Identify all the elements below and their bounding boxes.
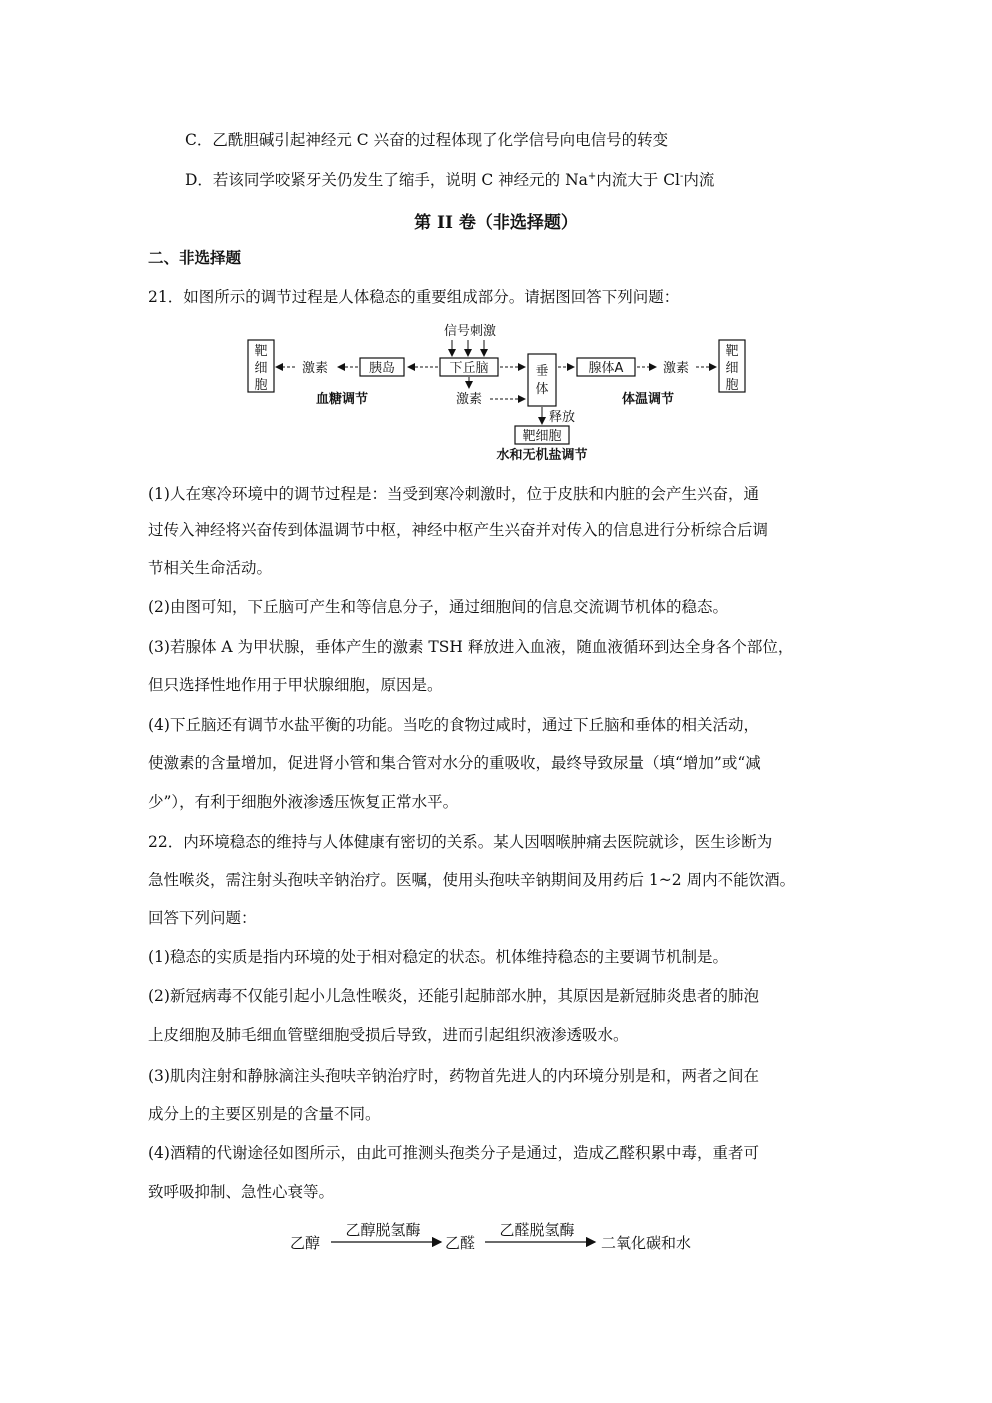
target-cell-right-2: 细 xyxy=(725,361,739,376)
option-d-text-2: 内流大于 Cl xyxy=(596,171,681,189)
q22-p1-line1: (1)稳态的实质是指内环境的处于相对稳定的状态。机体维持稳态的主要调节机制是。 xyxy=(148,948,728,966)
hormone-label-1: 激素 xyxy=(301,361,329,376)
gland-a-label: 腺体A xyxy=(588,361,624,376)
q22-p4-line1: (4)酒精的代谢途径如图所示，由此可推测头孢类分子是通过，造成乙醛积累中毒，重者可 xyxy=(148,1144,759,1162)
target-cell-bottom-label: 靶细胞 xyxy=(522,429,562,444)
q22-p2-line1: (2)新冠病毒不仅能引起小儿急性喉炎，还能引起肺部水肿，其原因是新冠肺炎患者的肺泡 xyxy=(148,987,759,1005)
option-c: C．乙酰胆碱引起神经元 C 兴奋的过程体现了化学信号向电信号的转变 xyxy=(185,131,669,149)
target-cell-right-3: 胞 xyxy=(725,378,739,393)
q21-p3-line1: (3)若腺体 A 为甲状腺，垂体产生的激素 TSH 释放进入血液，随血液循环到达全身各个部位， xyxy=(148,638,794,656)
option-d-text-3: 内流 xyxy=(683,171,715,189)
release-label: 释放 xyxy=(548,410,576,425)
q22-p3-line1: (3)肌肉注射和静脉滴注头孢呋辛钠治疗时，药物首先进人的内环境分别是和，两者之间在 xyxy=(148,1067,759,1085)
hypothalamus-label: 下丘脑 xyxy=(449,361,489,376)
q21-p2-line1: (2)由图可知，下丘脑可产生和等信息分子，通过细胞间的信息交流调节机体的稳态。 xyxy=(148,598,728,616)
section-subtitle: 二、非选择题 xyxy=(148,248,242,267)
glucose-regulation-label: 血糖调节 xyxy=(315,392,369,407)
q21-p1-line1: (1)人在寒冷环境中的调节过程是：当受到寒冷刺激时，位于皮肤和内脏的会产生兴奋，通 xyxy=(148,485,759,503)
target-cell-left-2: 细 xyxy=(254,361,268,376)
regulation-diagram xyxy=(240,320,760,465)
acetaldehyde-label: 乙醛 xyxy=(445,1234,476,1252)
q22-p2-line2: 上皮细胞及肺毛细血管壁细胞受损后导致，进而引起组织液渗透吸水。 xyxy=(148,1026,629,1044)
hormone-label-3: 激素 xyxy=(455,392,483,407)
target-cell-right-1: 靶 xyxy=(725,344,739,359)
pituitary-label-1: 垂 xyxy=(535,364,549,379)
pituitary-box xyxy=(528,354,556,406)
option-d xyxy=(185,170,714,190)
target-cell-left-1: 靶 xyxy=(254,344,268,359)
q22-p3-line2: 成分上的主要区别是的含量不同。 xyxy=(148,1105,381,1123)
option-d-sup-2: - xyxy=(680,170,684,182)
signal-label: 信号刺激 xyxy=(443,324,497,339)
pituitary-label-2: 体 xyxy=(535,382,549,397)
q22-p4-line2: 致呼吸抑制、急性心衰等。 xyxy=(148,1183,335,1201)
q21-p1-line3: 节相关生命活动。 xyxy=(148,559,273,577)
q21-p3-line2: 但只选择性地作用于甲状腺细胞，原因是。 xyxy=(148,676,443,694)
enzyme2-label: 乙醛脱氢酶 xyxy=(499,1221,575,1239)
section-title: 第 II 卷（非选择题） xyxy=(414,213,578,233)
water-salt-regulation-label: 水和无机盐调节 xyxy=(496,448,588,463)
q22-stem-line3: 回答下列问题： xyxy=(148,909,257,927)
hormone-label-2: 激素 xyxy=(662,361,690,376)
q21-stem: 21．如图所示的调节过程是人体稳态的重要组成部分。请据图回答下列问题： xyxy=(148,288,680,306)
target-cell-left-3: 胞 xyxy=(254,378,268,393)
enzyme1-label: 乙醇脱氢酶 xyxy=(345,1221,421,1239)
q22-stem-line1: 22．内环境稳态的维持与人体健康有密切的关系。某人因咽喉肿痛去医院就诊，医生诊断为 xyxy=(148,833,773,851)
q21-p4-line3: 少”），有利于细胞外液渗透压恢复正常水平。 xyxy=(148,793,459,811)
temperature-regulation-label: 体温调节 xyxy=(621,392,675,407)
q21-p4-line2: 使激素的含量增加，促进肾小管和集合管对水分的重吸收，最终导致尿量（填“增加”或“减 xyxy=(148,754,761,772)
option-d-sup-1: + xyxy=(587,170,597,182)
q22-stem-line2: 急性喉炎，需注射头孢呋辛钠治疗。医嘱，使用头孢呋辛钠期间及用药后 1~2 周内不能饮酒。 xyxy=(148,871,796,889)
option-d-text-1: D．若该同学咬紧牙关仍发生了缩手，说明 C 神经元的 Na xyxy=(185,171,588,189)
alcohol-pathway-diagram xyxy=(285,1218,725,1258)
islet-label: 胰岛 xyxy=(368,361,396,376)
q21-p1-line2: 过传入神经将兴奋传到体温调节中枢，神经中枢产生兴奋并对传入的信息进行分析综合后调 xyxy=(148,521,769,539)
q21-p4-line1: (4)下丘脑还有调节水盐平衡的功能。当吃的食物过咸时，通过下丘脑和垂体的相关活动， xyxy=(148,716,759,734)
ethanol-label: 乙醇 xyxy=(290,1234,321,1252)
product-label: 二氧化碳和水 xyxy=(601,1234,692,1252)
